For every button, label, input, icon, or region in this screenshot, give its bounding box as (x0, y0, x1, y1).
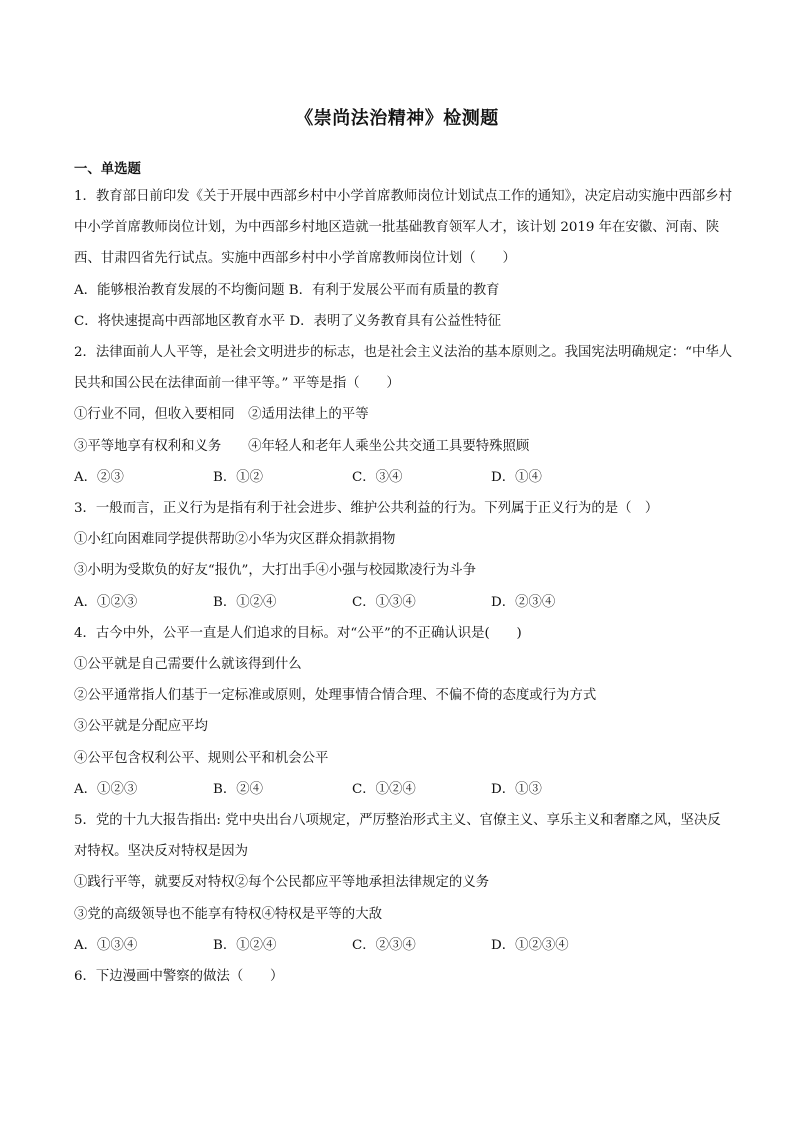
option-d: D．②③④ (491, 594, 556, 610)
option-b: B．①②④ (213, 594, 277, 610)
question-2-options (74, 462, 734, 493)
question-4-statement-3: ③公平就是分配应平均 (74, 719, 208, 735)
question-5 (74, 805, 734, 961)
option-c: C．①③④ (352, 594, 416, 610)
question-4 (74, 618, 734, 805)
question-3-stem: 3．一般而言，正义行为是指有利于社会进步、维护公共利益的行为。下列属于正义行为的是（ ） (74, 501, 659, 517)
page-title: 《崇尚法治精神》检测题 (295, 108, 499, 129)
option-a: A．①②③ (74, 594, 138, 610)
section-heading: 一、单选题 (74, 162, 141, 177)
question-4-options (74, 774, 734, 805)
question-4-statement-1: ①公平就是自己需要什么就该得到什么 (74, 657, 302, 673)
question-list (74, 160, 734, 992)
question-1-options-ab: A．能够根治教育发展的不均衡问题 B．有利于发展公平而有质量的教育 (74, 282, 500, 298)
question-4-statement-2: ②公平通常指人们基于一定标准或原则，处理事情合情合理、不偏不倚的态度或行为方式 (74, 688, 597, 704)
option-b: B．②④ (213, 781, 264, 797)
question-2-stem: 2．法律面前人人平等，是社会文明进步的标志，也是社会主义法治的基本原则之。我国宪法明确规定：“中华人民共和国公民在法律面前一律平等。” 平等是指（ ） (74, 345, 733, 392)
question-6 (74, 961, 734, 992)
question-3-statement-1: ①小红向困难同学提供帮助②小华为灾区群众捐款捐物 (74, 532, 396, 548)
question-1 (74, 181, 734, 337)
option-b: B．①② (213, 469, 264, 485)
question-2 (74, 337, 734, 493)
option-a: A．①②③ (74, 781, 138, 797)
question-6-stem: 6．下边漫画中警察的做法（ ） (74, 969, 284, 985)
question-1-options-cd: C．将快速提高中西部地区教育水平 D．表明了义务教育具有公益性特征 (74, 313, 501, 329)
option-b: B．①②④ (213, 937, 277, 953)
question-3-statement-2: ③小明为受欺负的好友“报仇”，大打出手④小强与校园欺凌行为斗争 (74, 563, 477, 579)
question-5-statement-2: ③党的高级领导也不能享有特权④特权是平等的大敌 (74, 906, 382, 922)
option-d: D．①②③④ (491, 937, 569, 953)
option-d: D．①③ (491, 781, 542, 797)
option-d: D．①④ (491, 469, 542, 485)
question-4-statement-4: ④公平包含权利公平、规则公平和机会公平 (74, 750, 329, 766)
question-3-options (74, 587, 734, 618)
option-c: C．②③④ (352, 937, 416, 953)
question-4-stem: 4．古今中外，公平一直是人们追求的目标。对“公平”的不正确认识是( ) (74, 625, 522, 641)
option-c: C．①②④ (352, 781, 416, 797)
question-1-stem: 1．教育部日前印发《关于开展中西部乡村中小学首席教师岗位计划试点工作的通知》，决定启动实施中西部乡村中小学首席教师岗位计划，为中西部乡村地区造就一批基础教育领军人才，该计划 2019 年在安徽、河南、陕西、甘肃四省先行试点。实施中西部乡村中小学首席教师岗位计划（ ） (74, 189, 732, 267)
question-5-statement-1: ①践行平等，就要反对特权②每个公民都应平等地承担法律规定的义务 (74, 875, 490, 891)
option-c: C．③④ (352, 469, 403, 485)
option-a: A．①③④ (74, 937, 138, 953)
question-2-statement-1: ①行业不同，但收入要相同 ②适用法律上的平等 (74, 407, 369, 423)
question-3 (74, 493, 734, 618)
question-5-options (74, 930, 734, 961)
question-2-statement-2: ③平等地享有权利和义务 ④年轻人和老年人乘坐公共交通工具要特殊照顾 (74, 438, 530, 454)
option-a: A．②③ (74, 469, 124, 485)
question-5-stem: 5．党的十九大报告指出: 党中央出台八项规定，严厉整治形式主义、官僚主义、享乐主义和奢靡之风，坚决反对特权。坚决反对特权是因为 (74, 813, 721, 860)
